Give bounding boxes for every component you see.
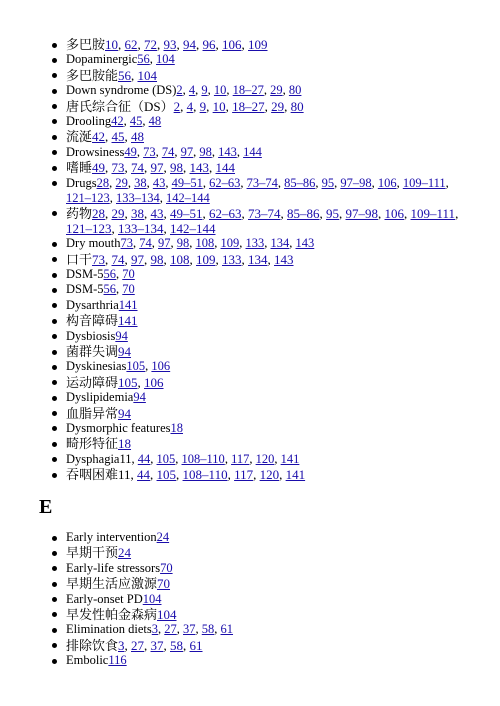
index-entry — [0, 530, 500, 545]
index-entry — [0, 160, 500, 175]
page-link[interactable]: 43 — [152, 175, 166, 190]
page-link[interactable]: 117 — [234, 467, 254, 483]
page-link[interactable]: 37 — [183, 622, 196, 637]
page-references: 73, 74, 97, 98, 108, 109, 133, 134, 143 — [92, 251, 294, 267]
page-link[interactable]: 143 — [218, 144, 237, 159]
page-link[interactable]: 133 — [245, 236, 265, 251]
page-references — [157, 530, 170, 544]
index-entry — [0, 561, 500, 576]
page-references: 2, 4, 9, 10, 18–27, 29, 80 — [176, 83, 302, 98]
index-entry — [0, 129, 500, 144]
index-entry — [0, 37, 500, 52]
page-link[interactable]: 49 — [92, 160, 106, 176]
page-references: 49, 73, 74, 97, 98, 143, 144 — [124, 144, 262, 159]
index-term: Dysbiosis — [66, 328, 116, 343]
index-entry — [0, 206, 500, 236]
index-term: 吞咽困难 — [66, 467, 119, 483]
page-references: 56, 104 — [118, 67, 158, 83]
index-term: Drugs — [66, 175, 97, 190]
page-link[interactable]: 97 — [131, 251, 145, 267]
index-entry — [0, 452, 500, 467]
page-link[interactable]: 3 — [118, 637, 125, 653]
page-link[interactable]: 42 — [92, 129, 106, 145]
page-link[interactable]: 143 — [189, 160, 210, 176]
page-link[interactable]: 9 — [201, 83, 208, 98]
index-term: Drowsiness — [66, 144, 125, 159]
index-list-d — [0, 37, 500, 483]
page-link[interactable]: 94 — [118, 344, 132, 360]
page-link[interactable]: 143 — [274, 251, 294, 267]
page-link[interactable]: 98 — [176, 236, 190, 251]
index-term: 早期生活应激源 — [66, 576, 158, 592]
page-link[interactable]: 74 — [131, 160, 145, 176]
page-link[interactable]: 104 — [156, 52, 175, 67]
page-link[interactable]: 133–134 — [118, 220, 164, 236]
page-references — [170, 421, 183, 435]
page-link[interactable]: 98 — [199, 144, 212, 159]
page-link[interactable]: 18 — [170, 420, 183, 435]
page-link[interactable]: 38 — [134, 175, 147, 190]
page-references — [119, 298, 138, 312]
page-references: 11, 44, 105, 108–110, 117, 120, 141 — [118, 467, 306, 483]
page-link[interactable]: 49–51 — [171, 175, 203, 190]
page-link[interactable]: 106 — [144, 374, 164, 390]
index-term: Embolic — [66, 653, 109, 668]
index-term: Dopaminergic — [66, 52, 138, 67]
page-link[interactable]: 2 — [173, 98, 181, 114]
page-references — [118, 406, 131, 421]
index-entry — [0, 68, 500, 83]
page-link[interactable]: 10 — [213, 83, 227, 98]
page-references — [118, 436, 131, 451]
page-references: 73, 74, 97, 98, 108, 109, 133, 134, 143 — [120, 236, 315, 251]
page-link[interactable]: 73 — [143, 144, 156, 159]
page-references — [115, 329, 128, 343]
index-term: 运动障碍 — [66, 374, 119, 390]
page-references — [157, 576, 170, 591]
index-entry — [0, 176, 500, 206]
page-link[interactable]: 62–63 — [209, 205, 242, 221]
index-term: 排除饮食 — [66, 637, 119, 653]
index-term: Dysphagia — [66, 451, 120, 466]
index-term: 流涎 — [66, 129, 93, 145]
index-term: 唐氏综合征（DS） — [66, 98, 174, 114]
page-link[interactable]: 105 — [156, 451, 176, 466]
page-references: 42, 45, 48 — [111, 113, 162, 128]
page-link[interactable]: 48 — [148, 113, 162, 128]
page-link[interactable]: 121–123 — [66, 220, 112, 236]
page-link[interactable]: 109–111 — [402, 175, 446, 190]
page-link[interactable]: 121–123 — [66, 190, 110, 205]
page-link[interactable]: 93 — [163, 37, 177, 52]
index-entry — [0, 622, 500, 637]
index-entry — [0, 114, 500, 129]
index-entry — [0, 52, 500, 67]
page-link[interactable]: 94 — [115, 328, 128, 343]
index-entry — [0, 252, 500, 267]
page-link[interactable]: 143 — [295, 236, 315, 251]
page-link[interactable]: 18–27 — [232, 83, 264, 98]
page-link[interactable]: 4 — [186, 98, 194, 114]
page-link[interactable]: 104 — [142, 591, 162, 606]
page-link[interactable]: 29 — [271, 98, 285, 114]
index-entry — [0, 653, 500, 668]
page-references: 2, 4, 9, 10, 18–27, 29, 80 — [173, 98, 304, 114]
page-link[interactable]: 97 — [180, 144, 194, 159]
section-heading-e: E — [39, 496, 53, 518]
page-link[interactable]: 108 — [195, 236, 215, 251]
page-references: 49, 73, 74, 97, 98, 143, 144 — [92, 160, 236, 176]
page-link[interactable]: 74 — [139, 236, 152, 251]
page-link[interactable]: 120 — [259, 467, 280, 483]
page-link[interactable]: 29 — [115, 175, 128, 190]
page-link[interactable]: 4 — [188, 83, 196, 98]
page-references: 11, 44, 105, 108–110, 117, 120, 141 — [119, 451, 300, 466]
page-link[interactable]: 27 — [164, 622, 177, 637]
index-entry — [0, 267, 500, 282]
page-link[interactable]: 95 — [321, 175, 335, 190]
index-entry — [0, 236, 500, 251]
page-references — [108, 653, 126, 667]
page-number-plain: 11 — [118, 467, 131, 483]
page-link[interactable]: 80 — [288, 83, 302, 98]
index-entry — [0, 313, 500, 328]
page-link[interactable]: 28 — [92, 205, 106, 221]
page-link[interactable]: 45 — [129, 113, 143, 128]
page-link[interactable]: 105 — [126, 359, 146, 374]
page-references — [160, 561, 173, 575]
page-references: 56, 70 — [103, 282, 135, 297]
index-entry — [0, 576, 500, 591]
page-link[interactable]: 9 — [199, 98, 207, 114]
page-references: 3, 27, 37, 58, 61 — [151, 622, 234, 637]
index-list-e — [0, 530, 500, 669]
index-entry — [0, 638, 500, 653]
index-term: 构音障碍 — [66, 313, 119, 329]
page-link[interactable]: 116 — [108, 653, 127, 668]
page-link[interactable]: 142–144 — [170, 220, 216, 236]
page-references: 3, 27, 37, 58, 61 — [118, 637, 203, 653]
page-link[interactable]: 94 — [133, 390, 146, 405]
page-references: 28, 29, 38, 43, 49–51, 62–63, 73–74, 85–86, 95, 97–98, 106, 109–111, 121–123, 133–134, 142–144 — [66, 175, 449, 205]
page-link[interactable]: 133 — [222, 251, 242, 267]
index-term: 嗜睡 — [66, 160, 93, 176]
page-link[interactable]: 74 — [111, 251, 125, 267]
index-entry — [0, 406, 500, 421]
page-link[interactable]: 48 — [131, 129, 145, 145]
page-link[interactable]: 62–63 — [209, 175, 241, 190]
page-link[interactable]: 134 — [248, 251, 268, 267]
page-link[interactable]: 109 — [220, 236, 240, 251]
index-entry — [0, 375, 500, 390]
index-term: DSM-5 — [66, 267, 104, 282]
page-link[interactable]: 29 — [111, 205, 125, 221]
page-link[interactable]: 109–111 — [410, 205, 456, 221]
index-term: 口干 — [66, 251, 93, 267]
index-term: Early intervention — [66, 530, 157, 544]
page-link[interactable]: 43 — [150, 205, 164, 221]
page-link[interactable]: 106 — [151, 359, 171, 374]
page-references — [133, 390, 146, 404]
page-link[interactable]: 29 — [270, 83, 283, 98]
page-link[interactable]: 141 — [285, 467, 306, 483]
page-link[interactable]: 58 — [170, 637, 184, 653]
page-link[interactable]: 58 — [201, 622, 215, 637]
page-link[interactable]: 70 — [122, 267, 135, 282]
index-entry — [0, 83, 500, 98]
page-link[interactable]: 10 — [105, 37, 119, 52]
index-entry — [0, 145, 500, 160]
page-link[interactable]: 106 — [384, 205, 405, 221]
index-term: Down syndrome (DS) — [66, 83, 177, 98]
page-link[interactable]: 62 — [124, 37, 138, 52]
index-term: 药物 — [66, 205, 93, 221]
page-link[interactable]: 28 — [96, 175, 110, 190]
page-link[interactable]: 108 — [170, 251, 190, 267]
page-link[interactable]: 94 — [118, 405, 132, 421]
page-link[interactable]: 49–51 — [170, 205, 203, 221]
page-link[interactable]: 96 — [202, 37, 216, 52]
index-term: 多巴胺 — [66, 37, 106, 52]
index-entry — [0, 282, 500, 297]
index-term: Dysarthria — [66, 297, 119, 312]
page-references: 105, 106 — [126, 359, 171, 374]
page-link[interactable]: 10 — [212, 98, 226, 114]
page-references — [118, 545, 131, 560]
index-entry — [0, 99, 500, 114]
page-link[interactable]: 95 — [326, 205, 340, 221]
index-term: 血脂异常 — [66, 405, 119, 421]
page-link[interactable]: 70 — [122, 282, 135, 297]
page-link[interactable]: 44 — [137, 467, 151, 483]
index-term: 早发性帕金森病 — [66, 606, 158, 622]
page-link[interactable]: 49 — [124, 144, 137, 159]
page-link[interactable]: 97–98 — [340, 175, 372, 190]
page-link[interactable]: 142–144 — [166, 190, 210, 205]
page-link[interactable]: 108–110 — [181, 451, 225, 466]
page-references: 42, 45, 48 — [92, 129, 145, 145]
page-link[interactable]: 120 — [255, 451, 275, 466]
page-link[interactable]: 109 — [196, 251, 216, 267]
page-references — [143, 592, 162, 606]
page-link[interactable]: 144 — [215, 160, 236, 176]
page-link[interactable]: 56 — [103, 282, 117, 297]
page-link[interactable]: 97 — [150, 160, 164, 176]
page-references — [157, 607, 177, 622]
page-link[interactable]: 74 — [161, 144, 175, 159]
page-link[interactable]: 105 — [156, 467, 177, 483]
page-link[interactable]: 61 — [189, 637, 203, 653]
page-link[interactable]: 141 — [280, 451, 300, 466]
page-references: 56, 104 — [137, 52, 175, 67]
page-link[interactable]: 141 — [118, 313, 138, 329]
index-term: 多巴胺能 — [66, 67, 119, 83]
page-link[interactable]: 24 — [156, 530, 170, 544]
page-link[interactable]: 97–98 — [345, 205, 379, 221]
page-link[interactable]: 56 — [103, 267, 117, 282]
page-link[interactable]: 94 — [183, 37, 197, 52]
page-link[interactable]: 85–86 — [287, 205, 320, 221]
page-link[interactable]: 73–74 — [248, 205, 281, 221]
index-entry — [0, 607, 500, 622]
page-link[interactable]: 70 — [160, 560, 173, 575]
page-link[interactable]: 73–74 — [246, 175, 278, 190]
index-entry — [0, 359, 500, 374]
page-link[interactable]: 61 — [220, 622, 234, 637]
index-term: Elimination diets — [66, 622, 152, 637]
page-references: 56, 70 — [103, 267, 135, 282]
page-link[interactable]: 73 — [92, 251, 106, 267]
page-link[interactable]: 80 — [290, 98, 304, 114]
page-link[interactable]: 70 — [157, 576, 171, 592]
page-link[interactable]: 73 — [111, 160, 125, 176]
page-link[interactable]: 37 — [150, 637, 164, 653]
index-term: Dysmorphic features — [66, 420, 171, 435]
page-link[interactable]: 109 — [248, 37, 268, 52]
index-entry — [0, 592, 500, 607]
page-link[interactable]: 98 — [150, 251, 164, 267]
index-entry — [0, 436, 500, 451]
index-entry — [0, 329, 500, 344]
page-link[interactable]: 85–86 — [284, 175, 316, 190]
index-term: 畸形特征 — [66, 436, 119, 452]
page-link[interactable]: 98 — [170, 160, 184, 176]
index-entry — [0, 467, 500, 482]
page-link[interactable]: 105 — [118, 374, 138, 390]
page-references: 10, 62, 72, 93, 94, 96, 106, 109 — [105, 37, 268, 52]
index-term: Early-onset PD — [66, 591, 143, 606]
page-link[interactable]: 44 — [137, 451, 151, 466]
page-link[interactable]: 45 — [111, 129, 125, 145]
page-link[interactable]: 38 — [131, 205, 145, 221]
index-term: Dyslipidemia — [66, 390, 134, 405]
page-link[interactable]: 133–134 — [116, 190, 160, 205]
page-link[interactable]: 108–110 — [182, 467, 228, 483]
index-term: Dry mouth — [66, 236, 121, 251]
page-link[interactable]: 56 — [118, 67, 132, 83]
page-link[interactable]: 56 — [137, 52, 150, 67]
page-link[interactable]: 106 — [377, 175, 397, 190]
index-term: DSM-5 — [66, 282, 104, 297]
page-link[interactable]: 24 — [118, 545, 132, 561]
page-number-plain: 11 — [119, 451, 132, 466]
index-term: 菌群失调 — [66, 344, 119, 360]
index-term: Early-life stressors — [66, 560, 161, 575]
index-entry — [0, 344, 500, 359]
page-link[interactable]: 3 — [151, 622, 159, 637]
page-references: 28, 29, 38, 43, 49–51, 62–63, 73–74, 85–86, 95, 97–98, 106, 109–111, 121–123, 133–134, 142–144 — [66, 205, 459, 236]
index-entry — [0, 390, 500, 405]
index-term: Drooling — [66, 113, 112, 128]
page-references — [118, 313, 138, 328]
page-link[interactable]: 117 — [231, 451, 250, 466]
page-link[interactable]: 27 — [131, 637, 145, 653]
page-references — [118, 344, 131, 359]
page-link[interactable]: 73 — [120, 236, 134, 251]
page-link[interactable]: 106 — [222, 37, 242, 52]
index-entry — [0, 298, 500, 313]
index-term: 早期干预 — [66, 545, 119, 561]
page-link[interactable]: 2 — [176, 83, 183, 98]
index-entry — [0, 421, 500, 436]
page-link[interactable]: 104 — [137, 67, 158, 83]
page-link[interactable]: 18 — [118, 436, 132, 452]
page-link[interactable]: 42 — [111, 113, 124, 128]
page-link[interactable]: 141 — [118, 297, 138, 312]
page-link[interactable]: 104 — [157, 606, 177, 622]
index-entry — [0, 545, 500, 560]
page-references: 105, 106 — [118, 374, 164, 390]
page-link[interactable]: 97 — [158, 236, 171, 251]
page-link[interactable]: 144 — [243, 144, 262, 159]
page-link[interactable]: 18–27 — [232, 98, 265, 114]
index-term: Dyskinesias — [66, 359, 127, 374]
page-link[interactable]: 134 — [270, 236, 290, 251]
page-link[interactable]: 72 — [144, 37, 158, 52]
